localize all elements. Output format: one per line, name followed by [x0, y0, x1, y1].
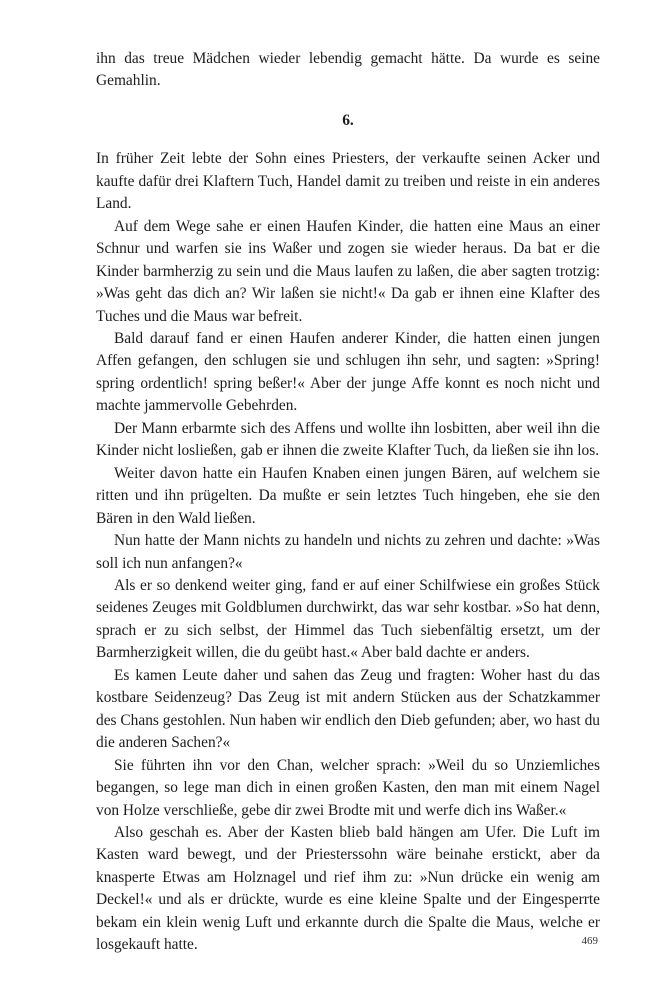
- story-paragraph: Nun hatte der Mann nichts zu handeln und nichts zu zehren und dachte: »Was soll ich nun anfangen?«: [96, 532, 600, 572]
- story-paragraph: Sie führten ihn vor den Chan, welcher sprach: »Weil du so Unziemliches begangen, so lege man dich in einen großen Kasten, den man mit einem Nagel von Holze verschließe, gebe dir zwei Brodte mit und werfe dich ins Waßer.«: [96, 756, 600, 819]
- story-paragraph: Als er so denkend weiter ging, fand er auf einer Schilfwiese ein großes Stück seidenes Zeuges mit Goldblumen durchwirkt, das war sehr kostbar. »So hat denn, sprach er zu sich selbst, der Himmel das Tuch siebenfältig ersetzt, um der Barmherzigkeit willen, die du geübt hast.« Aber bald dachte er anders.: [96, 576, 600, 662]
- story-paragraph: Der Mann erbarmte sich des Affens und wollte ihn losbitten, aber weil ihn die Kinder nicht losließen, gab er ihnen die zweite Klafter Tuch, da ließen sie ihn los.: [96, 419, 600, 460]
- story-paragraph: In früher Zeit lebte der Sohn eines Priesters, der verkaufte seinen Acker und kaufte dafür drei Klaftern Tuch, Handel damit zu treiben und reiste in ein anderes Land.: [96, 150, 600, 213]
- carryover-paragraph: ihn das treue Mädchen wieder lebendig gemacht hätte. Da wurde es seine Gemahlin.: [96, 50, 600, 90]
- story-paragraph: Bald darauf fand er einen Haufen anderer Kinder, die hatten einen jungen Affen gefangen, den schlugen sie und schlugen ihn sehr, und sagten: »Spring! spring ordentlich! spring beßer!« Aber der junge Affe konnt es noch nicht und machte jammervolle Gebehrden.: [96, 329, 600, 415]
- book-page-text: [96, 48, 600, 957]
- page-number: 469: [581, 935, 598, 947]
- story-paragraph: Weiter davon hatte ein Haufen Knaben einen jungen Bären, auf welchem sie ritten und ihn prügelten. Da mußte er sein letztes Tuch hingeben, ehe sie den Bären in den Wald ließen.: [96, 464, 600, 527]
- story-paragraph: Also geschah es. Aber der Kasten blieb bald hängen am Ufer. Die Luft im Kasten ward bewegt, und der Priesterssohn wäre beinahe erstickt, aber da knasperte Etwas am Holznagel und rief ihm zu: »Nun drücke ein wenig am Deckel!« und als er drückte, wurde es eine kleine Spalte und der Eingesperrte bekam ein klein wenig Luft und erkannte durch die Spalte die Maus, welche er losgekauft hatte.: [96, 823, 600, 954]
- section-number-heading: 6.: [342, 111, 354, 129]
- story-paragraph: Es kamen Leute daher und sahen das Zeug und fragten: Woher hast du das kostbare Seidenzeug? Das Zeug ist mit andern Stücken aus der Schatzkammer des Chans gestohlen. Nun haben wir endlich den Dieb gefunden; aber, wo hast du die anderen Sachen?«: [96, 666, 600, 752]
- story-paragraph: Auf dem Wege sahe er einen Haufen Kinder, die hatten eine Maus an einer Schnur und warfen sie ins Waßer und zogen sie wieder heraus. Da bat er die Kinder barmherzig zu sein und die Maus laufen zu laßen, die aber sagten trotzig: »Was geht das dich an? Wir laßen sie nicht!« Da gab er ihnen eine Klafter des Tuches und die Maus war befreit.: [96, 217, 600, 325]
